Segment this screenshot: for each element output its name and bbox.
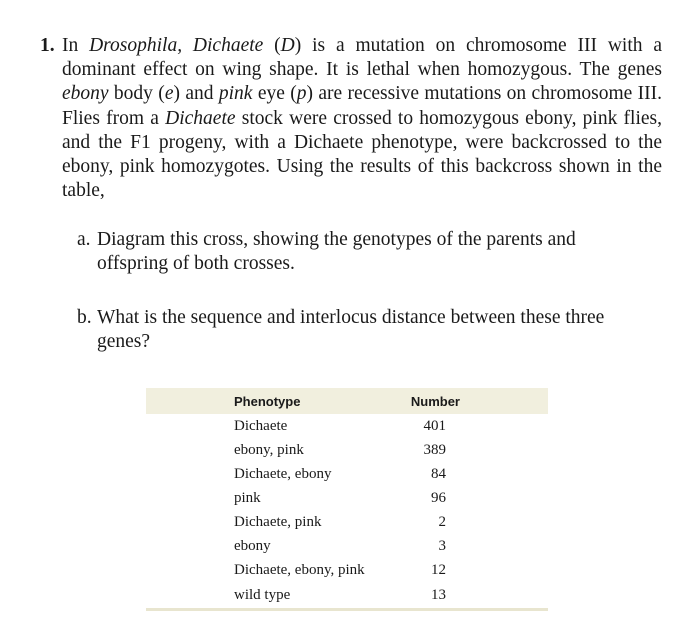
number-cell: 12 (431, 561, 446, 578)
subquestion-a (77, 228, 647, 276)
number-cell: 13 (393, 582, 548, 610)
question-part: D (280, 35, 295, 56)
number-cell: 401 (423, 417, 446, 434)
question-part: Dichaete (165, 107, 236, 129)
question-part: ebony (62, 83, 109, 105)
phenotype-cell: ebony (234, 537, 271, 554)
table-row (146, 414, 548, 438)
question-number: 1. (40, 35, 55, 56)
phenotype-cell: pink (234, 489, 261, 506)
question-part: eye ( (252, 83, 297, 105)
question-row (40, 34, 662, 203)
number-cell: 84 (431, 465, 446, 482)
question-part: e (164, 83, 174, 105)
question-part: ( (263, 35, 281, 56)
number-cell: 3 (438, 537, 446, 554)
phenotype-cell: Dichaete, ebony, pink (234, 561, 365, 578)
header-phenotype: Phenotype (234, 393, 301, 409)
subquestion-b (77, 306, 647, 354)
phenotype-cell: ebony, pink (234, 441, 304, 458)
table-row (146, 510, 548, 534)
number-cell: 96 (431, 489, 446, 506)
question-text (62, 34, 662, 203)
table-row (146, 486, 548, 510)
question-part: In (62, 35, 90, 56)
question-part: Drosophila, Dichaete (89, 35, 264, 56)
question-part: ) and (173, 83, 219, 105)
number-cell: 2 (438, 513, 446, 530)
question-part: pink (218, 83, 253, 105)
table-row (146, 438, 548, 462)
table-header-row (146, 388, 548, 414)
subquestion-text: Diagram this cross, showing the genotypes of the parents and offspring of both crosses. (97, 229, 576, 275)
subquestion-letter: b. (77, 307, 92, 328)
phenotype-cell: Dichaete, ebony (234, 465, 332, 482)
question-part: p (296, 83, 307, 105)
table-row (146, 462, 548, 486)
table-row (146, 534, 548, 558)
phenotype-cell: Dichaete, pink (234, 513, 322, 530)
table-body (146, 414, 548, 610)
number-cell: 389 (423, 441, 446, 458)
question-part: ) is a mutation on chromosome III with a dominant effect on wing shape. It is lethal when homozygous. The genes (62, 35, 663, 81)
subquestion-letter: a. (77, 229, 91, 250)
results-table (146, 388, 548, 611)
phenotype-cell: wild type (146, 582, 393, 610)
phenotype-cell: Dichaete (234, 417, 288, 434)
question-part: body ( (108, 83, 165, 105)
header-number: Number (410, 393, 460, 409)
table-row (146, 582, 548, 610)
question-part: ) are recessive mutations on chromosome III. Flies from a (62, 83, 663, 129)
backcross-results-table (146, 388, 548, 611)
question-part: stock were crossed to homozygous ebony, pink flies, and the F1 progeny, with a Dichaete phenotype, were backcrossed to the ebony, pink homozygotes. Using the results of this backcross shown in the table, (62, 107, 662, 202)
question-1 (40, 34, 662, 203)
table-row (146, 558, 548, 582)
subquestion-text: What is the sequence and interlocus distance between these three genes? (97, 307, 605, 353)
